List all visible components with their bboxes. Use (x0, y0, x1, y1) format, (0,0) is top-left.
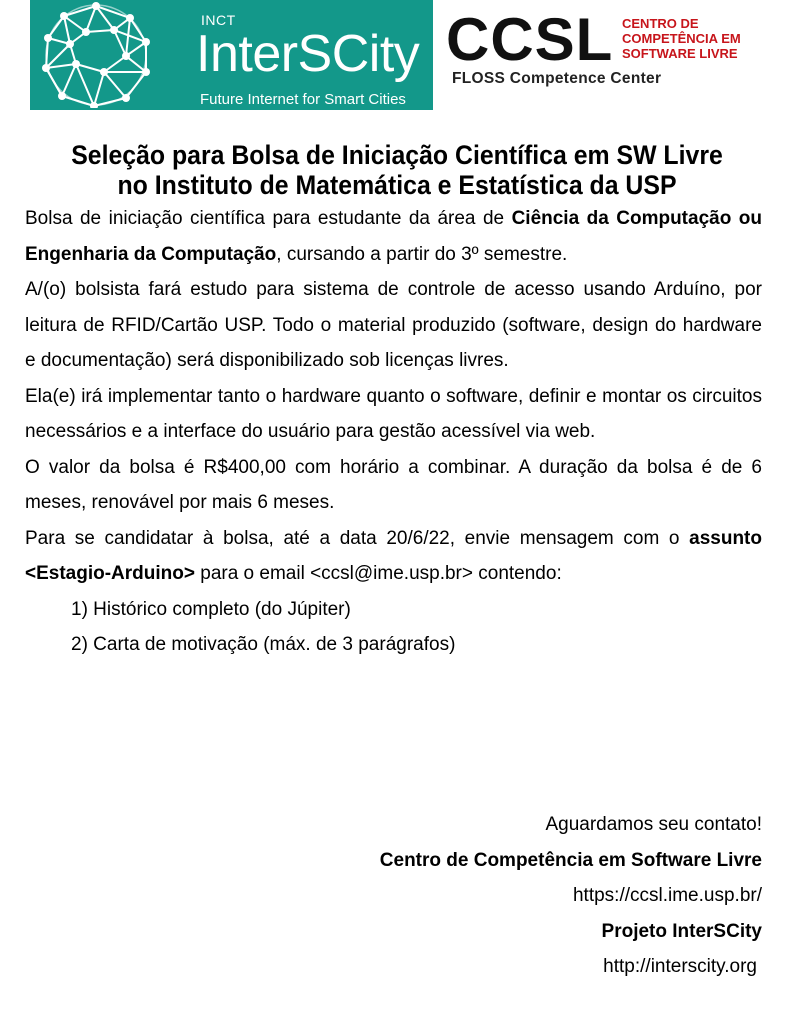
ccsl-full-name (622, 16, 741, 61)
paragraph-study: A/(o) bolsista fará estudo para sistema de controle de acesso usando Arduíno, por leitura de RFID/Cartão USP. Todo o material produzido (software, design do hardware e documentação) será disponibilizado sob licenças livres. (25, 279, 762, 371)
interscity-url-link[interactable]: http://interscity.org (603, 956, 757, 977)
title-line-1: Seleção para Bolsa de Iniciação Científica em SW Livre (71, 140, 723, 170)
ccsl-url-link[interactable]: https://ccsl.ime.usp.br/ (572, 885, 762, 906)
paragraph-tasks: Ela(e) irá implementar tanto o hardware quanto o software, definir e montar os circuitos necessários e a interface do usuário para gestão acessível via web. (25, 385, 762, 442)
intro-course-names: Ciência da Computação ou Engenharia da Computação (25, 208, 762, 265)
requirements-list (25, 592, 762, 663)
list-item: 2) Carta de motivação (máx. de 3 parágrafos) (71, 634, 456, 655)
list-item: 1) Histórico completo (do Júpiter) (71, 598, 351, 620)
ccsl-name-line-1: CENTRO DE (622, 16, 699, 31)
interscity-name: InterSCity (196, 25, 420, 83)
ccsl-name-line-3: SOFTWARE LIVRE (622, 46, 738, 61)
network-globe-icon (34, 2, 164, 108)
apply-text-end: para o email <ccsl@ime.usp.br> contendo: (194, 563, 562, 584)
ccsl-subtitle: FLOSS Competence Center (452, 70, 662, 87)
closing-greeting: Aguardamos seu contato! (545, 814, 762, 835)
apply-text-start: Para se candidatar à bolsa, até a data 20/6/22, envie mensagem com o (25, 527, 690, 549)
paragraph-intro (25, 201, 762, 272)
paragraph-apply (25, 521, 762, 592)
closing-org-name: Centro de Competência em Software Livre (379, 849, 762, 871)
interscity-tagline: Future Internet for Smart Cities (200, 91, 406, 108)
interscity-logo (30, 0, 433, 110)
apply-subject: assunto <Estagio-Arduino> (25, 527, 762, 584)
closing-project (380, 914, 762, 950)
ccsl-name-line-2: COMPETÊNCIA EM (622, 31, 741, 46)
closing-org (380, 843, 762, 879)
ccsl-acronym: CCSL (446, 6, 614, 73)
intro-text-start: Bolsa de iniciação científica para estudante da área de (25, 208, 512, 229)
title-line-2: no Instituto de Matemática e Estatística da USP (117, 170, 677, 200)
announcement-body (25, 201, 762, 663)
intro-text-end: , cursando a partir do 3º semestre. (276, 243, 568, 265)
interscity-inct-label: INCT (201, 12, 236, 28)
page-title (32, 140, 762, 200)
closing-block (380, 807, 762, 985)
closing-project-name: Projeto InterSCity (601, 920, 762, 942)
paragraph-stipend: O valor da bolsa é R$400,00 com horário a combinar. A duração da bolsa é de 6 meses, renovável por mais 6 meses. (25, 456, 762, 513)
ccsl-logo (444, 6, 774, 96)
